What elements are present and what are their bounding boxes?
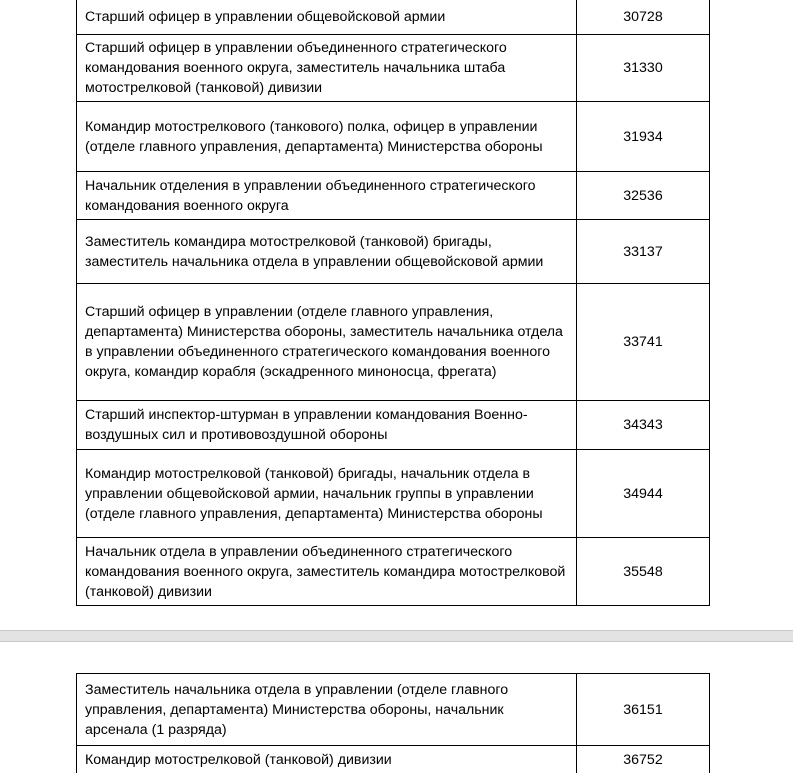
position-cell: Старший офицер в управлении объединенного стратегического командования военного округа, заместитель начальника штаба мотострелковой (танковой) дивизии <box>77 35 577 102</box>
table-row <box>77 35 710 102</box>
table-row <box>77 284 710 401</box>
salary-cell: 31934 <box>577 102 710 172</box>
salary-cell: 31330 <box>577 35 710 102</box>
salary-cell: 30728 <box>577 0 710 35</box>
table-row <box>77 538 710 606</box>
table-row <box>77 674 710 746</box>
position-cell: Начальник отделения в управлении объединенного стратегического командования военного округа <box>77 172 577 220</box>
position-cell: Старший инспектор-штурман в управлении командования Военно-воздушных сил и противовоздушной обороны <box>77 401 577 450</box>
salary-cell: 36752 <box>577 746 710 773</box>
table-row <box>77 220 710 284</box>
page-separator <box>0 630 793 642</box>
salary-cell: 34343 <box>577 401 710 450</box>
salary-cell: 35548 <box>577 538 710 606</box>
position-cell: Заместитель командира мотострелковой (танковой) бригады, заместитель начальника отдела в управлении общевойсковой армии <box>77 220 577 284</box>
table-row <box>77 102 710 172</box>
salary-cell: 32536 <box>577 172 710 220</box>
table-row <box>77 401 710 450</box>
salary-cell: 34944 <box>577 450 710 538</box>
position-cell: Командир мотострелковой (танковой) дивизии <box>77 746 577 773</box>
position-cell: Заместитель начальника отдела в управлении (отделе главного управления, департамента) Министерства обороны, начальник арсенала (1 разряда) <box>77 674 577 746</box>
table-row <box>77 0 710 35</box>
position-cell: Старший офицер в управлении общевойсковой армии <box>77 0 577 35</box>
position-cell: Начальник отдела в управлении объединенного стратегического командования военного округа, заместитель командира мотострелковой (танковой) дивизии <box>77 538 577 606</box>
salary-table-bottom <box>76 673 710 773</box>
position-cell: Старший офицер в управлении (отделе главного управления, департамента) Министерства обороны, заместитель начальника отдела в управлении объединенного стратегического командования военного округа, командир корабля (эскадренного миноносца, фрегата) <box>77 284 577 401</box>
salary-cell: 36151 <box>577 674 710 746</box>
salary-table-top <box>76 0 710 606</box>
position-cell: Командир мотострелкового (танкового) полка, офицер в управлении (отделе главного управления, департамента) Министерства обороны <box>77 102 577 172</box>
salary-cell: 33741 <box>577 284 710 401</box>
page-bottom <box>0 642 793 773</box>
table-row <box>77 450 710 538</box>
position-cell: Командир мотострелковой (танковой) бригады, начальник отдела в управлении общевойсковой армии, начальник группы в управлении (отделе главного управления, департамента) Министерства обороны <box>77 450 577 538</box>
table-row <box>77 746 710 773</box>
table-row <box>77 172 710 220</box>
salary-cell: 33137 <box>577 220 710 284</box>
